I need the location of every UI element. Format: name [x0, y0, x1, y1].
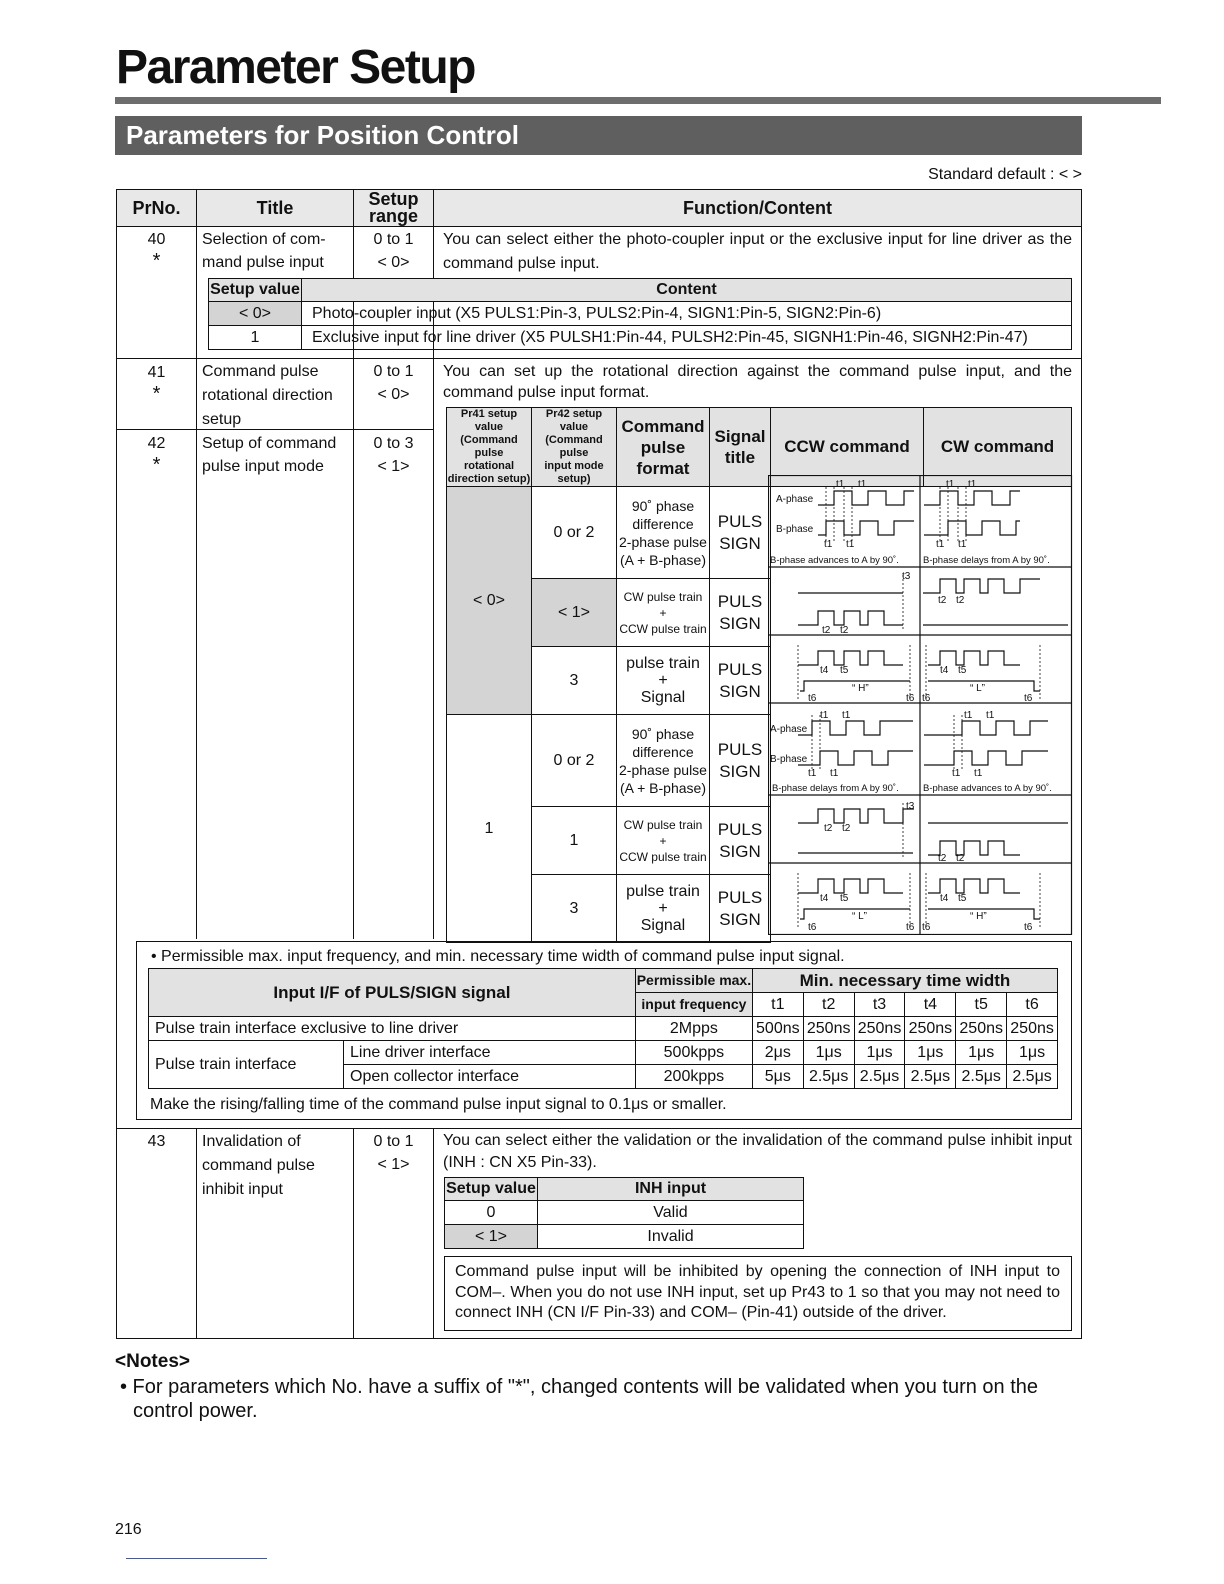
pr40-star: * [152, 250, 161, 272]
pr40-value-0: < 0> [209, 302, 302, 326]
svg-text:B-phase delays from A by 90˚.: B-phase delays from A by 90˚. [772, 783, 899, 794]
svg-text:t4: t4 [820, 893, 829, 904]
svg-text:t5: t5 [958, 665, 967, 676]
svg-text:t3: t3 [906, 801, 915, 812]
footer-link-line [126, 1558, 267, 1559]
svg-text:t1: t1 [964, 710, 973, 721]
pr42-range: 0 to 3 < 1> [373, 435, 414, 475]
svg-text:B-phase: B-phase [770, 754, 808, 765]
svg-text:t1: t1 [820, 710, 829, 721]
pr41-title: Command pulse rotational direction setup [202, 363, 333, 428]
standard-default-note: Standard default : < > [928, 166, 1082, 183]
pr40-content-0: Photo-coupler input (X5 PULS1:Pin-3, PULS2:Pin-4, SIGN1:Pin-5, SIGN2:Pin-6) [302, 302, 1072, 326]
svg-text:t6: t6 [808, 693, 817, 704]
header-pr41-value: Pr41 setup value (Command pulse rotational direction setup) [447, 408, 531, 485]
svg-text:t4: t4 [820, 665, 829, 676]
svg-text:t1: t1 [858, 479, 867, 490]
pr40-setup-table: Setup value Content < 0> Photo-coupler input (X5 PULS1:Pin-3, PULS2:Pin-4, SIGN1:Pin-5, SIGN2:Pin-6) 1 Exclusive input for line driver (X5 PULSH1:Pin-44, PULSH2:Pin-45, SIGNH1:Pin-46, SIGNH2:Pin-47) [208, 278, 1072, 350]
svg-text:t1: t1 [968, 479, 977, 490]
pr40-content-1: Exclusive input for line driver (X5 PULSH1:Pin-44, PULSH2:Pin-45, SIGNH1:Pin-46, SIGNH2:Pin-47) [302, 326, 1072, 350]
b-phase-label: B-phase [776, 524, 814, 535]
svg-text:A-phase: A-phase [770, 724, 808, 735]
svg-text:t1: t1 [824, 539, 833, 550]
page-number: 216 [115, 1521, 142, 1538]
pr40-range: 0 to 1 < 0> [373, 231, 414, 271]
svg-text:t1: t1 [958, 539, 967, 550]
pr43-range: 0 to 1 < 1> [373, 1133, 414, 1173]
svg-text:t1: t1 [846, 539, 855, 550]
page-title: Parameter Setup [116, 41, 475, 94]
svg-text:t2: t2 [842, 823, 851, 834]
b-advance-label: B-phase advances to A by 90˚. [770, 555, 899, 566]
pr42-number: 42 [147, 435, 166, 452]
row-group-pulse-train: Pulse train interface [149, 1041, 344, 1089]
svg-text:t6: t6 [922, 922, 931, 933]
svg-text:t1: t1 [830, 768, 839, 779]
row-open-collector: Open collector interface [344, 1065, 636, 1089]
svg-text:t6: t6 [922, 693, 931, 704]
a-phase-label: A-phase [776, 494, 814, 505]
pulse-format-table: Pr41 setup value (Command pulse rotational direction setup) Pr42 setup value (Command pulse input mode setup) Command pulse format Signal title CCW command CW command < 0> 0 or 2 90˚ phase difference 2-phase pulse (A + B-phase) PULS SIGN < 1> CW pulse train + CCW pulse train PULS SIGN 3 pulse train + Signal PULS SIGN 1 0 or 2 90˚ phase difference 2-phase pulse (A + B-phase) PULS SIGN 1 CW pulse train + CCW pulse train PULS SIGN 3 pulse train + Signal PULS SIGN [446, 407, 1072, 943]
header-function: Function/Content [434, 190, 1081, 226]
header-min-width: Min. necessary time width [752, 969, 1057, 993]
svg-text:“ H”: “ H” [970, 911, 987, 922]
svg-text:t6: t6 [906, 693, 915, 704]
header-setup-range: Setup range [354, 190, 433, 226]
pr43-setup-table: Setup value INH input 0 Valid < 1> Invalid [444, 1177, 804, 1249]
svg-text:“ L”: “ L” [852, 911, 867, 922]
svg-text:t2: t2 [822, 625, 831, 636]
svg-text:t2: t2 [956, 853, 965, 864]
svg-text:t6: t6 [1024, 922, 1033, 933]
svg-text:t1: t1 [986, 710, 995, 721]
svg-text:t5: t5 [840, 665, 849, 676]
row-line-driver: Line driver interface [344, 1041, 636, 1065]
notes-text: • For parameters which No. have a suffix of "*", changed contents will be validated when you turn on the control power. [120, 1376, 1039, 1422]
svg-text:t6: t6 [808, 922, 817, 933]
header-pr42-value: Pr42 setup value (Command pulse input mode setup) [532, 408, 617, 487]
svg-text:“ L”: “ L” [970, 683, 985, 694]
svg-text:t4: t4 [940, 665, 949, 676]
header-permissible-2: input frequency [635, 993, 752, 1017]
pr41-value-1: 1 [447, 715, 532, 943]
frequency-intro: • Permissible max. input frequency, and min. necessary time width of command pulse input signal. [151, 948, 845, 965]
pr42-star: * [152, 454, 161, 476]
svg-text:t1: t1 [808, 768, 817, 779]
pr41-number: 41 [147, 364, 166, 381]
svg-text:t5: t5 [958, 893, 967, 904]
frequency-footnote: Make the rising/falling time of the command pulse input signal to 0.1μs or smaller. [150, 1096, 727, 1113]
svg-text:t1: t1 [974, 768, 983, 779]
svg-text:t1: t1 [836, 479, 845, 490]
svg-text:t4: t4 [940, 893, 949, 904]
pr43-number: 43 [147, 1133, 166, 1150]
header-cw-command: CW command [924, 408, 1072, 487]
pr43-note: Command pulse input will be inhibited by opening the connection of INH input to COM–. When you do not use INH input, set up Pr43 to 1 so that you may not need to connect INH (CN I/F Pin-33) and COM– (Pin-41) outside of the driver. [455, 1263, 1060, 1321]
pr40-description: You can select either the photo-coupler input or the exclusive input for line driver as the command pulse input. [443, 231, 1072, 272]
pr40-value-1: 1 [209, 326, 302, 350]
header-permissible-1: Permissible max. [635, 969, 752, 993]
pr42-title: Setup of command pulse input mode [202, 435, 337, 475]
header-input-if: Input I/F of PULS/SIGN signal [149, 969, 636, 1017]
svg-text:t1: t1 [936, 539, 945, 550]
pr41-description: You can set up the rotational direction against the command pulse input, and the command pulse input format. [443, 363, 1072, 401]
header-prno: PrNo. [117, 190, 196, 226]
pr40-title: Selection of com- mand pulse input [202, 231, 326, 271]
pr43-description: You can select either the validation or the invalidation of the command pulse inhibit input (INH : CN X5 Pin-33). [443, 1132, 1072, 1171]
svg-text:t2: t2 [840, 625, 849, 636]
row-line-driver-exclusive: Pulse train interface exclusive to line driver [149, 1017, 636, 1041]
frequency-table: Input I/F of PULS/SIGN signal Permissible max. Min. necessary time width input frequency t1 t2 t3 t4 t5 t6 Pulse train interface exclusive to line driver 2Mpps 500ns 250ns 250ns 250ns 250ns 250ns Pulse train interface Line driver interface 500kpps 2μs 1μs 1μs 1μs 1μs 1μs Open collector interface 200kpps 5μs 2.5μs 2.5μs 2.5μs 2.5μs 2.5μs [148, 968, 1058, 1089]
title-rule [115, 97, 1161, 104]
svg-text:t5: t5 [840, 893, 849, 904]
pr43-title: Invalidation of command pulse inhibit input [202, 1133, 315, 1198]
svg-text:t1: t1 [946, 479, 955, 490]
header-title: Title [197, 190, 353, 226]
header-ccw-command: CCW command [771, 408, 924, 487]
pr40-number: 40 [147, 231, 166, 248]
svg-text:t2: t2 [956, 595, 965, 606]
svg-text:t2: t2 [938, 853, 947, 864]
pr41-range: 0 to 1 < 0> [373, 363, 414, 403]
header-command-format: Command pulse format [617, 408, 710, 487]
header-signal-title: Signal title [710, 408, 771, 487]
svg-text:t1: t1 [842, 710, 851, 721]
svg-text:t2: t2 [824, 823, 833, 834]
section-heading: Parameters for Position Control [115, 116, 1082, 155]
svg-text:t2: t2 [938, 595, 947, 606]
b-delay-label: B-phase delays from A by 90˚. [923, 555, 1050, 566]
waveform-diagrams [768, 475, 1073, 935]
notes-title: <Notes> [115, 1351, 190, 1372]
svg-text:t1: t1 [952, 768, 961, 779]
svg-text:t6: t6 [906, 922, 915, 933]
svg-text:B-phase advances to A by 90˚.: B-phase advances to A by 90˚. [923, 783, 1052, 794]
svg-text:“ H”: “ H” [852, 683, 869, 694]
svg-text:t3: t3 [902, 571, 911, 582]
pr41-star: * [152, 383, 161, 405]
svg-text:t6: t6 [1024, 693, 1033, 704]
pr41-value-0: < 0> [447, 487, 532, 715]
